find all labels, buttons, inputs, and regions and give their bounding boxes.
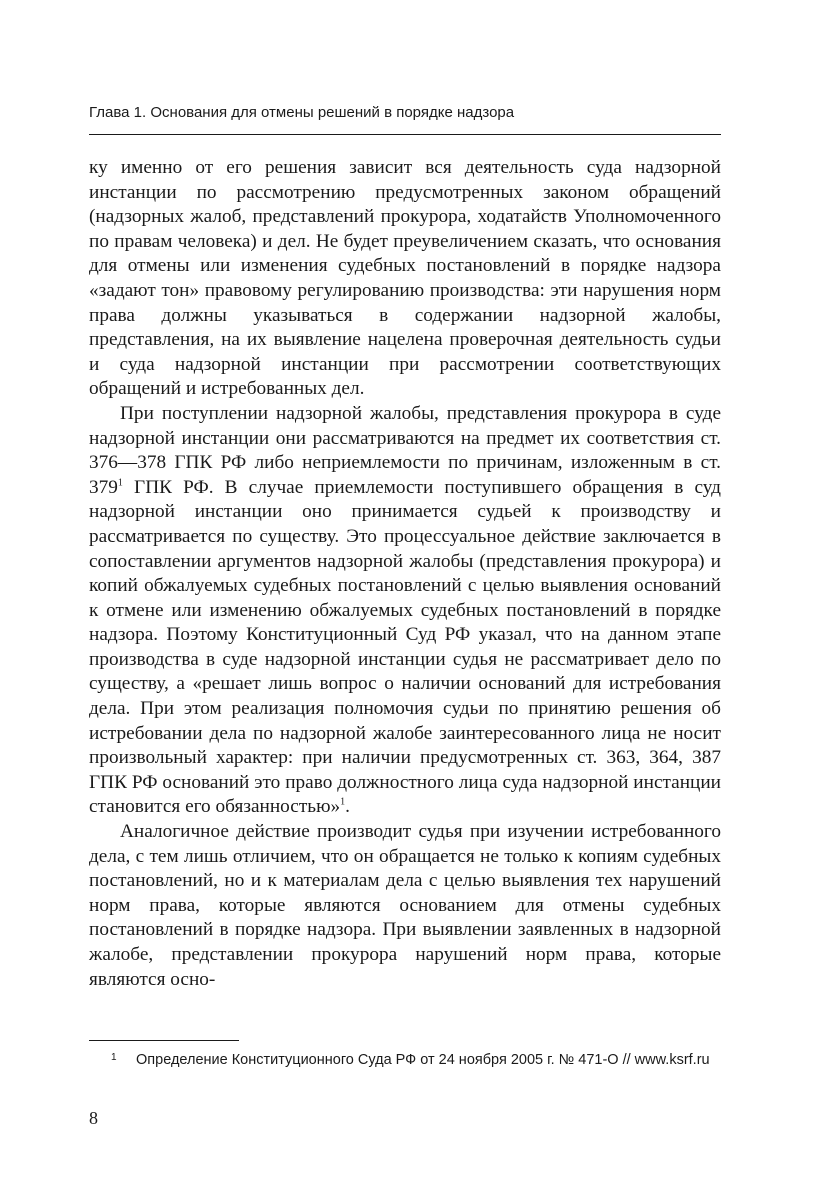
book-page: [89, 0, 721, 1199]
paragraph-2-part-a: При поступлении надзорной жалобы, представления прокурора в суде надзорной инстанции они рассматриваются на предмет их соответствия ст. 376—378 ГПК РФ либо неприемлемости по причинам, изложенным в ст. 379: [89, 402, 721, 498]
footnote-reference[interactable]: 1: [340, 797, 346, 809]
footnote: [89, 1051, 721, 1070]
running-head: Глава 1. Основания для отмены решений в порядке надзора: [89, 104, 515, 121]
footnote-text: Определение Конституционного Суда РФ от 24 ноября 2005 г. № 471-О // www.ksrf.ru: [136, 1052, 710, 1068]
main-text: [89, 156, 721, 992]
header-divider: [89, 134, 721, 135]
article-superscript: 1: [117, 477, 123, 489]
paragraph-2-part-b: ГПК РФ. В случае приемлемости поступившего обращения в суд надзорной инстанции оно принимается судьей к производству и рассматривается по существу. Это процессуальное действие заключается в сопоставлении аргументов надзорной жалобы (представления прокурора) и копий обжалуемых судебных постановлений с целью выявления оснований к отмене или изменению обжалуемых судебных постановлений в порядке надзора. Поэтому Конституционный Суд РФ указал, что на данном этапе производства в суде надзорной инстанции судья не рассматривает дело по существу, а «решает лишь вопрос о наличии оснований для истребования дела. При этом реализация полномочия судьи по принятию решения об истребовании дела по надзорной жалобе заинтересованного лица не носит произвольный характер: при наличии предусмотренных ст. 363, 364, 387 ГПК РФ оснований это право должностного лица суда надзорной инстанции становится его обязанностью»: [89, 476, 721, 818]
paragraph-1: ку именно от его решения зависит вся деятельность суда надзорной инстанции по рассмотрению предусмотренных законом обращений (надзорных жалоб, представлений прокурора, ходатайств Уполномоченного по правам человека) и дел. Не будет преувеличением сказать, что основания для отмены или изменения судебных постановлений в порядке надзора «задают тон» правовому регулированию производства: эти нарушения норм права должны указываться в содержании надзорной жалобы, представления, на их выявление нацелена проверочная деятельность судьи и суда надзорной инстанции при рассмотрении соответствующих обращений и истребованных дел.: [89, 157, 721, 400]
footnote-divider: [89, 1040, 239, 1041]
paragraph-2-end: .: [345, 796, 350, 818]
paragraph-2: [89, 402, 721, 820]
paragraph-3: Аналогичное действие производит судья при изучении истребованного дела, с тем лишь отличием, что он обращается не только к копиям судебных постановлений, но и к материалам дела с целью выявления тех нарушений норм права, которые являются основанием для отмены судебных постановлений в порядке надзора. При выявлении заявленных в надзорной жалобе, представлении прокурора нарушений норм права, которые являются осно-: [89, 821, 721, 990]
footnote-item: 1 Определение Конституционного Суда РФ от 24 ноября 2005 г. № 471-О // www.ksrf.ru: [111, 1052, 710, 1068]
page-number: 8: [89, 1108, 98, 1128]
